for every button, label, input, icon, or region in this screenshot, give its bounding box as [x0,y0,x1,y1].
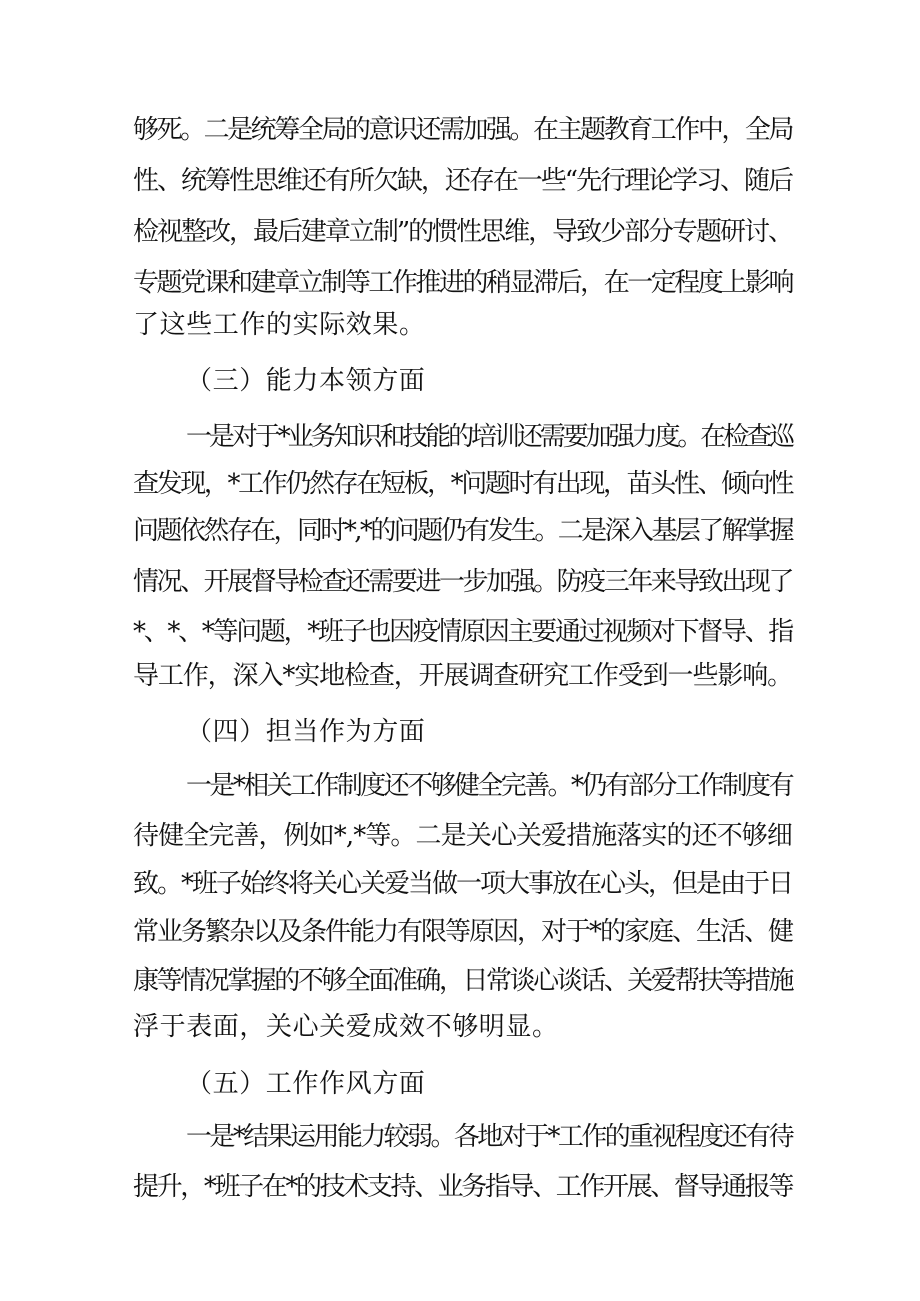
body-line: *、*、*等问题，*班子也因疫情原因主要通过视频对下督导、指 [133,617,792,647]
body-line: 常业务繁杂以及条件能力有限等原因，对于*的家庭、生活、健 [133,917,792,947]
body-line: 致。*班子始终将关心关爱当做一项大事放在心头，但是由于日 [133,869,792,899]
body-line: 了这些工作的实际效果。 [133,310,426,340]
section-heading-4: （四）担当作为方面 [186,717,426,747]
body-line: 康等情况掌握的不够全面准确，日常谈心谈话、关爱帮扶等措施 [133,966,792,996]
body-line: 情况、开展督导检查还需要进一步加强。防疫三年来导致出现了 [133,567,792,597]
body-line: 导工作，深入*实地检查，开展调查研究工作受到一些影响。 [133,661,792,691]
body-line: 提升，*班子在*的技术支持、业务指导、工作开展、督导通报等 [133,1172,792,1202]
body-line: 问题依然存在，同时*,*的问题仍有发生。二是深入基层了解掌握 [133,516,792,546]
body-line: 够死。二是统筹全局的意识还需加强。在主题教育工作中，全局 [133,115,792,145]
section-heading-3: （三）能力本领方面 [186,366,426,396]
body-line: 性、统筹性思维还有所欠缺，还存在一些“先行理论学习、随后 [133,166,792,196]
body-line: 检视整改，最后建章立制”的惯性思维，导致少部分专题研讨、 [133,217,792,247]
body-line: 待健全完善，例如*,*等。二是关心关爱措施落实的还不够细 [133,821,792,851]
body-line: 一是*相关工作制度还不够健全完善。*仍有部分工作制度有 [186,771,792,801]
body-line: 一是*结果运用能力较弱。各地对于*工作的重视程度还有待 [186,1122,792,1152]
section-heading-5: （五）工作作风方面 [186,1069,426,1099]
body-line: 一是对于*业务知识和技能的培训还需要加强力度。在检查巡 [186,422,792,452]
body-line: 查发现，*工作仍然存在短板，*问题时有出现，苗头性、倾向性 [133,469,792,499]
body-line: 浮于表面，关心关爱成效不够明显。 [133,1012,559,1042]
body-line: 专题党课和建章立制等工作推进的稍显滞后，在一定程度上影响 [133,268,792,298]
